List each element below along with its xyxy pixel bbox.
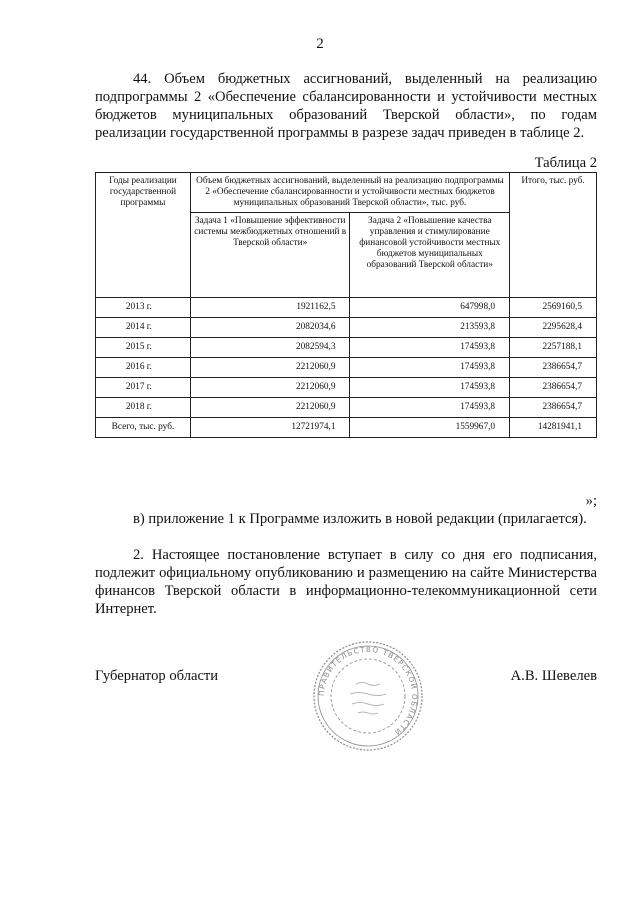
- row-total: 14281941,1: [510, 418, 597, 438]
- row-task1: 2082034,6: [190, 318, 350, 338]
- official-seal-icon: [312, 640, 424, 752]
- row-total: 2257188,1: [510, 338, 597, 358]
- row-total: 2295628,4: [510, 318, 597, 338]
- row-task2: 647998,0: [350, 298, 510, 318]
- seal-ring-text: ПРАВИТЕЛЬСТВО ТВЕРСКОЙ ОБЛАСТИ: [316, 644, 420, 738]
- header-task2: Задача 2 «Повышение качества управления и стимулирование финансовой устойчивости местных бюджетов муниципальных образований Тверской области»: [350, 213, 510, 298]
- row-task2: 1559967,0: [350, 418, 510, 438]
- row-task2: 174593,8: [350, 358, 510, 378]
- page-number: 2: [316, 36, 324, 52]
- svg-text:ПРАВИТЕЛЬСТВО ТВЕРСКОЙ ОБЛАСТИ: [317, 645, 419, 738]
- row-year: 2016 г.: [96, 358, 191, 378]
- table-total-row: [96, 418, 597, 438]
- row-year: Всего, тыс. руб.: [96, 418, 191, 438]
- row-year: 2018 г.: [96, 398, 191, 418]
- row-task1: 2212060,9: [190, 398, 350, 418]
- row-task1: 2212060,9: [190, 358, 350, 378]
- row-task2: 213593,8: [350, 318, 510, 338]
- header-total: Итого, тыс. руб.: [510, 173, 597, 298]
- row-total: 2386654,7: [510, 378, 597, 398]
- table-header-row: [96, 173, 597, 213]
- table-caption: Таблица 2: [534, 155, 597, 171]
- signature-position: Губернатор области: [95, 668, 219, 684]
- header-years: Годы реализации государственной программы: [96, 173, 191, 298]
- table-row: [96, 318, 597, 338]
- row-year: 2013 г.: [96, 298, 191, 318]
- row-task2: 174593,8: [350, 378, 510, 398]
- table-row: [96, 398, 597, 418]
- paragraph-v: в) приложение 1 к Программе изложить в новой редакции (прилагается).: [133, 511, 587, 527]
- table-row: [96, 298, 597, 318]
- row-year: 2014 г.: [96, 318, 191, 338]
- row-total: 2569160,5: [510, 298, 597, 318]
- row-year: 2015 г.: [96, 338, 191, 358]
- row-task1: 12721974,1: [190, 418, 350, 438]
- row-task2: 174593,8: [350, 338, 510, 358]
- paragraph-2: 2. Настоящее постановление вступает в силу со дня его подписания, подлежит официальному опубликованию и размещению на сайте Министерства финансов Тверской области в информационно-телекоммуникационной сети Интернет.: [95, 547, 597, 617]
- row-total: 2386654,7: [510, 358, 597, 378]
- row-task2: 174593,8: [350, 398, 510, 418]
- signature-name: А.В. Шевелев: [510, 668, 597, 684]
- table-row: [96, 378, 597, 398]
- table-row: [96, 358, 597, 378]
- row-task1: 2212060,9: [190, 378, 350, 398]
- table-row: [96, 338, 597, 358]
- row-task1: 2082594,3: [190, 338, 350, 358]
- closing-quote: »;: [585, 493, 597, 509]
- budget-table: [95, 172, 597, 438]
- header-volume: Объем бюджетных ассигнований, выделенный на реализацию подпрограммы 2 «Обеспечение сбалансированности и устойчивости местных бюджетов муниципальных образований Тверской области», тыс. руб.: [190, 173, 509, 213]
- paragraph-44: 44. Объем бюджетных ассигнований, выделенный на реализацию подпрограммы 2 «Обеспечение сбалансированности и устойчивости местных бюджетов муниципальных образований Тверской области», по годам реализации государственной программы в разрезе задач приведен в таблице 2.: [95, 71, 597, 141]
- row-task1: 1921162,5: [190, 298, 350, 318]
- row-year: 2017 г.: [96, 378, 191, 398]
- header-task1: Задача 1 «Повышение эффективности системы межбюджетных отношений в Тверской области»: [190, 213, 350, 298]
- row-total: 2386654,7: [510, 398, 597, 418]
